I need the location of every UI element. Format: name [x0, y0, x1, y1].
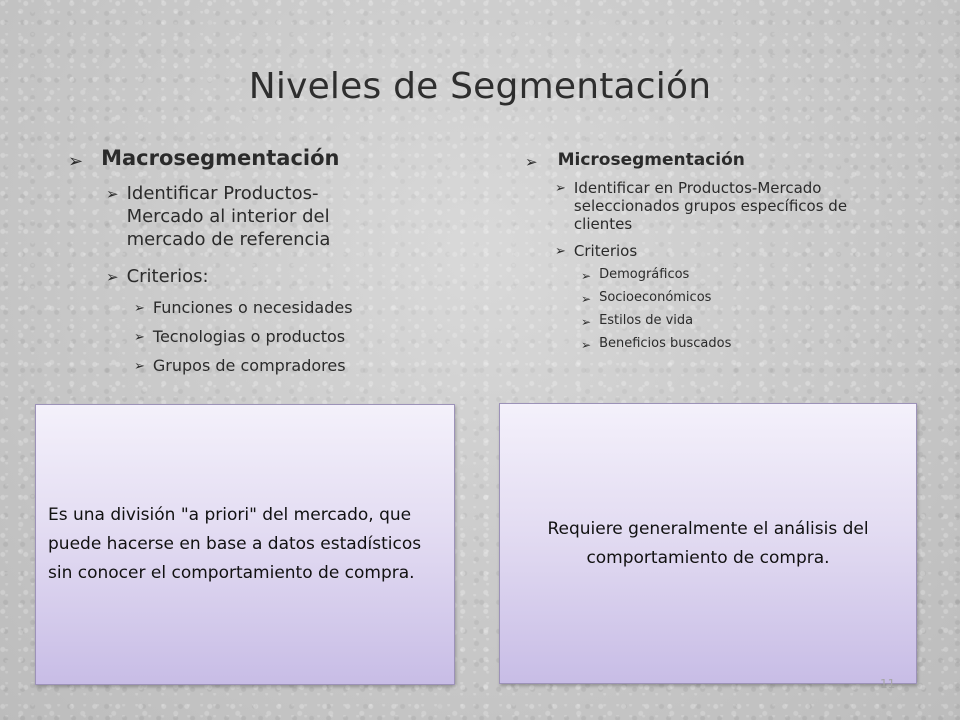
microsegmentation-note-box	[499, 403, 917, 684]
macro-criterion-1-text: Funciones o necesidades	[152, 298, 353, 317]
micro-item-criteria	[555, 242, 905, 260]
micro-criterion-1-text: Demográficos	[599, 267, 690, 282]
micro-criterion-4	[581, 336, 905, 352]
macro-item-criteria-text: Criterios:	[126, 266, 209, 287]
microsegmentation-column	[525, 150, 905, 352]
arrow-bullet-icon: ➢	[106, 185, 119, 203]
macrosegmentation-column	[68, 146, 448, 375]
arrow-bullet-icon: ➢	[555, 181, 566, 196]
macro-criterion-2-text: Tecnologias o productos	[152, 327, 346, 346]
macrosegmentation-note-box	[35, 404, 455, 685]
page-number: 11	[880, 677, 896, 691]
slide-title: Niveles de Segmentación	[248, 66, 712, 107]
macro-item-criteria	[106, 265, 448, 288]
micro-criterion-4-text: Beneficios buscados	[599, 336, 732, 351]
micro-criterion-3-text: Estilos de vida	[599, 313, 694, 328]
arrow-bullet-icon: ➢	[581, 338, 592, 352]
arrow-bullet-icon: ➢	[555, 244, 566, 259]
arrow-bullet-icon: ➢	[134, 359, 145, 374]
macro-item-identify	[106, 182, 448, 251]
arrow-bullet-icon: ➢	[581, 292, 592, 306]
macrosegmentation-heading-item	[68, 146, 448, 172]
arrow-bullet-icon: ➢	[581, 269, 592, 283]
arrow-bullet-icon: ➢	[68, 151, 84, 172]
micro-item-criteria-text: Criterios	[573, 242, 638, 260]
arrow-bullet-icon: ➢	[581, 315, 592, 329]
macro-criterion-1	[134, 298, 448, 317]
micro-criterion-2-text: Socioeconómicos	[599, 290, 712, 305]
microsegmentation-heading-item	[525, 150, 905, 171]
macrosegmentation-note-text: Es una división "a priori" del mercado, que puede hacerse en base a datos estadísticos sin conocer el comportamiento de compra.	[48, 505, 422, 583]
arrow-bullet-icon: ➢	[134, 330, 145, 345]
macro-criterion-3	[134, 356, 448, 375]
macro-criterion-3-text: Grupos de compradores	[152, 356, 346, 375]
macrosegmentation-heading: Macrosegmentación	[101, 146, 340, 170]
micro-criterion-1	[581, 267, 905, 283]
micro-criterion-2	[581, 290, 905, 306]
microsegmentation-heading: Microsegmentación	[557, 150, 745, 170]
arrow-bullet-icon: ➢	[134, 301, 145, 316]
macro-item-identify-text: Identificar Productos-Mercado al interior del mercado de referencia	[126, 183, 331, 250]
micro-item-identify-text: Identificar en Productos-Mercado seleccionados grupos específicos de clientes	[573, 179, 848, 233]
arrow-bullet-icon: ➢	[525, 153, 538, 171]
arrow-bullet-icon: ➢	[106, 268, 119, 286]
micro-criterion-3	[581, 313, 905, 329]
microsegmentation-note-text: Requiere generalmente el análisis del comportamiento de compra.	[547, 518, 869, 568]
macro-criterion-2	[134, 327, 448, 346]
micro-item-identify	[555, 179, 905, 233]
